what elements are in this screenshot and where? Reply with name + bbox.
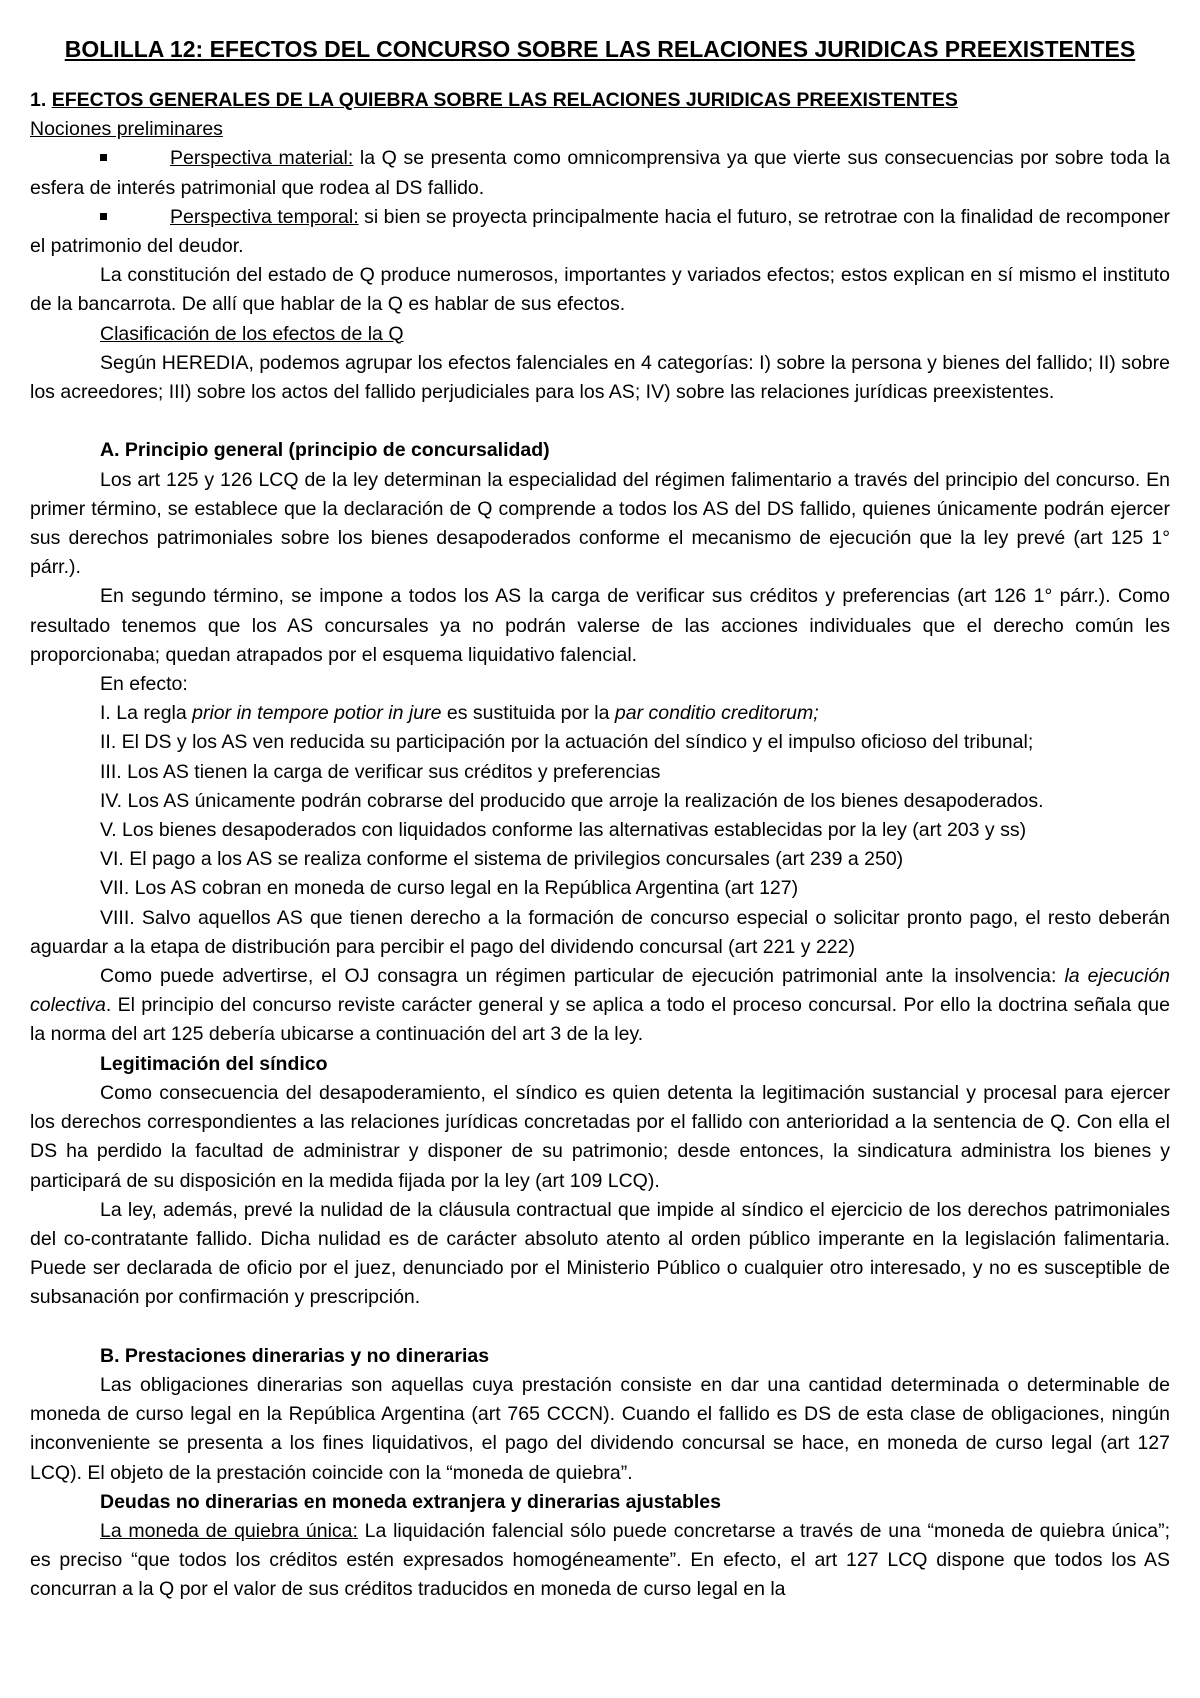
paragraph: Según HEREDIA, podemos agrupar los efectos falenciales en 4 categorías: I) sobre la persona y bienes del fallido; II) sobre los acreedores; III) sobre los actos del fallido perjudiciales para los AS; IV) sobre las relaciones jurídicas preexistentes. <box>30 351 1170 404</box>
section-1-heading <box>30 86 1170 115</box>
bullet-material <box>30 144 1170 202</box>
list-item-italic: prior in tempore potior in jure <box>192 702 442 725</box>
list-item: VI. El pago a los AS se realiza conforme el sistema de privilegios concursales (art 239 a 250) <box>100 848 904 871</box>
section-b-heading: B. Prestaciones dinerarias y no dinerarias <box>100 1344 490 1367</box>
list-item: VIII. Salvo aquellos AS que tienen derecho a la formación de concurso especial o solicitar pronto pago, el resto deberán aguardar a la etapa de distribución para percibir el pago del dividendo concursal (art 221 y 222) <box>30 906 1170 958</box>
paragraph <box>30 1517 1170 1605</box>
paragraph-text: Como puede advertirse, el OJ consagra un régimen particular de ejecución patrimonial ante la insolvencia: <box>100 965 1065 988</box>
paragraph-italic: la ejecución colectiva <box>30 965 1171 1017</box>
paragraph-label: La moneda de quiebra única: <box>100 1519 358 1542</box>
bullet-temporal <box>30 203 1170 261</box>
bullet-temporal-label: Perspectiva temporal: <box>170 205 359 228</box>
spacer <box>30 407 1170 436</box>
paragraph-text: . El principio del concurso reviste carácter general y se aplica a todo el proceso concursal. Por ello la doctrina señala que la norma del art 125 debería ubicarse a continuación del art 3 de la ley. <box>30 994 1170 1046</box>
en-efecto: En efecto: <box>100 673 188 696</box>
list-item <box>30 699 1170 728</box>
clasificacion-label: Clasificación de los efectos de la Q <box>100 322 404 345</box>
list-item: II. El DS y los AS ven reducida su participación por la actuación del síndico y el impulso oficioso del tribunal; <box>100 731 1034 754</box>
list-item: V. Los bienes desapoderados con liquidados conforme las alternativas establecidas por la ley (art 203 y ss) <box>100 819 1027 842</box>
list-item: III. Los AS tienen la carga de verificar sus créditos y preferencias <box>100 760 661 783</box>
section-a-heading: A. Principio general (principio de concursalidad) <box>100 439 550 462</box>
bullet-temporal-text: si bien se proyecta principalmente hacia el futuro, se retrotrae con la finalidad de recomponer el patrimonio del deudor. <box>30 205 1170 258</box>
paragraph: En segundo término, se impone a todos los AS la carga de verificar sus créditos y preferencias (art 126 1° párr.). Como resultado tenemos que los AS concursales ya no podrán valerse de las acciones individuales que el derecho común les proporcionaba; quedan atrapados por el esquema liquidativo falencial. <box>30 585 1170 666</box>
paragraph: La constitución del estado de Q produce numerosos, importantes y variados efectos; estos explican en sí mismo el instituto de la bancarrota. De allí que hablar de la Q es hablar de sus efectos. <box>30 264 1170 316</box>
section-1-title: EFECTOS GENERALES DE LA QUIEBRA SOBRE LAS RELACIONES JURIDICAS PREEXISTENTES <box>51 89 958 111</box>
paragraph: La ley, además, prevé la nulidad de la cláusula contractual que impide al síndico el ejercicio de los derechos patrimoniales del co-contratante fallido. Dicha nulidad es de carácter absoluto atento al orden público imperante en la legislación falimentaria. Puede ser declarada de oficio por el juez, denunciado por el Ministerio Público o cualquier otro interesado, y no es susceptible de subsanación por confirmación y prescripción. <box>30 1198 1170 1309</box>
bullet-material-text: la Q se presenta como omnicomprensiva ya que vierte sus consecuencias por sobre toda la esfera de interés patrimonial que rodea al DS fallido. <box>30 147 1170 199</box>
section-b-subheading: Deudas no dinerarias en moneda extranjera y dinerarias ajustables <box>100 1490 722 1513</box>
paragraph-text: La liquidación falencial sólo puede concretarse a través de una “moneda de quiebra única”; es preciso “que todos los créditos estén expresados homogéneamente”. En efecto, el art 127 LCQ dispone que todos los AS concurran a la Q por el valor de sus créditos traducidos en moneda de curso legal en la <box>30 1519 1171 1601</box>
list-item-text: I. La regla <box>100 702 193 725</box>
spacer <box>30 1313 1170 1342</box>
paragraph: Como consecuencia del desapoderamiento, el síndico es quien detenta la legitimación sustancial y procesal para ejercer los derechos correspondientes a las relaciones jurídicas concretadas por el fallido con anterioridad a la sentencia de Q. Con ella el DS ha perdido la facultad de administrar y disponer de su patrimonio; desde entonces, la sindicatura administra los bienes y participará de su disposición en la medida fijada por la ley (art 109 LCQ). <box>30 1081 1170 1192</box>
paragraph: Los art 125 y 126 LCQ de la ley determinan la especialidad del régimen falimentario a través del principio del concurso. En primer término, se establece que la declaración de Q comprende a todos los AS del DS fallido, quienes únicamente podrán ejercer sus derechos patrimoniales sobre los bienes desapoderados conforme el mecanismo de ejecución que la ley prevé (art 125 1° párr.). <box>30 468 1170 579</box>
bullet-square-icon <box>100 213 107 220</box>
nociones-heading <box>30 115 1170 144</box>
bullet-material-label: Perspectiva material: <box>170 147 354 170</box>
page-title: BOLILLA 12: EFECTOS DEL CONCURSO SOBRE LAS RELACIONES JURIDICAS PREEXISTENTES <box>64 36 1136 62</box>
section-1-number: 1. <box>30 89 52 111</box>
paragraph <box>30 962 1170 1050</box>
list-item-italic: par conditio creditorum; <box>614 702 819 725</box>
clasificacion-heading <box>30 320 1170 349</box>
list-item-text: es sustituida por la <box>441 702 615 725</box>
paragraph: Las obligaciones dinerarias son aquellas cuya prestación consiste en dar una cantidad determinada o determinable de moneda de curso legal en la República Argentina (art 765 CCCN). Cuando el fallido es DS de esta clase de obligaciones, ningún inconveniente se presenta a los fines liquidativos, el pago del dividendo concursal se hace, en moneda de curso legal (art 127 LCQ). El objeto de la prestación coincide con la “moneda de quiebra”. <box>30 1373 1170 1484</box>
list-item: IV. Los AS únicamente podrán cobrarse del producido que arroje la realización de los bienes desapoderados. <box>100 789 1044 812</box>
bullet-square-icon <box>100 154 107 161</box>
nociones-label: Nociones preliminares <box>30 118 223 141</box>
legitimacion-heading: Legitimación del síndico <box>100 1052 328 1075</box>
list-item: VII. Los AS cobran en moneda de curso legal en la República Argentina (art 127) <box>100 877 799 900</box>
